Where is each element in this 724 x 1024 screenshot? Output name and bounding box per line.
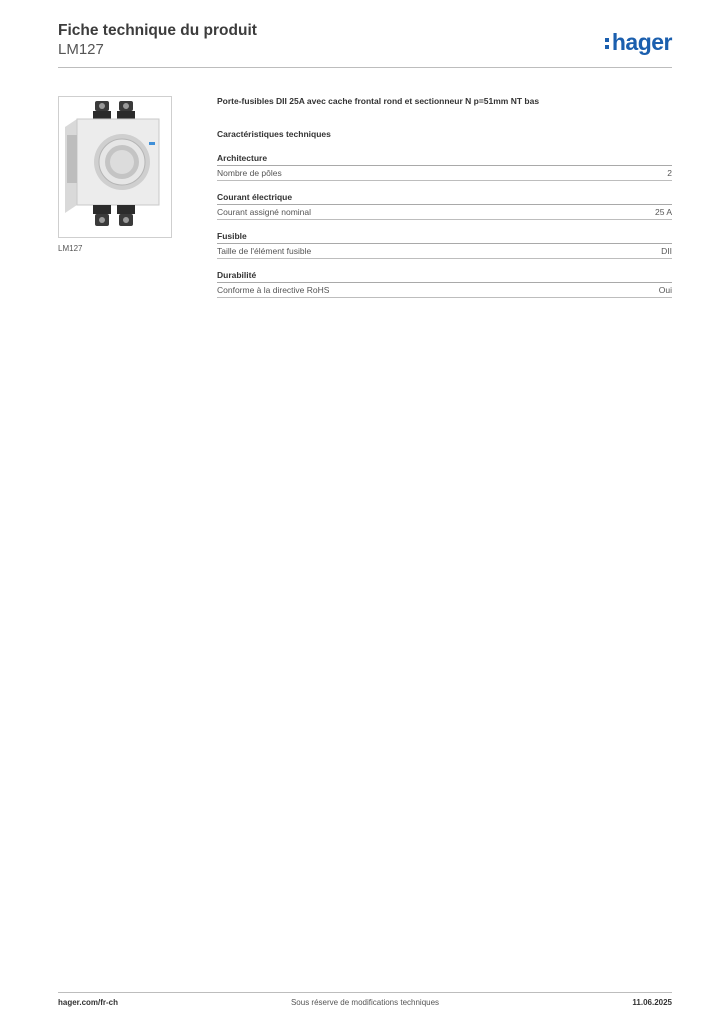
spec-row bbox=[217, 283, 672, 298]
hager-logo: hager bbox=[605, 30, 672, 54]
section-title: Fusible bbox=[217, 231, 672, 244]
product-details bbox=[217, 96, 672, 298]
section-courant-electrique bbox=[217, 192, 672, 220]
spec-value: DII bbox=[661, 246, 672, 256]
product-reference: LM127 bbox=[58, 41, 104, 58]
image-caption: LM127 bbox=[58, 244, 83, 253]
spec-row bbox=[217, 166, 672, 181]
spec-value: 2 bbox=[667, 168, 672, 178]
logo-colon-icon bbox=[605, 35, 610, 51]
fuse-holder-illustration bbox=[59, 97, 171, 237]
spec-value: Oui bbox=[658, 285, 672, 295]
spec-row bbox=[217, 244, 672, 259]
spec-value: 25 A bbox=[654, 207, 672, 217]
spec-label: Courant assigné nominal bbox=[217, 207, 312, 217]
page-header bbox=[58, 22, 672, 68]
section-title: Courant électrique bbox=[217, 192, 672, 205]
section-architecture bbox=[217, 153, 672, 181]
section-durabilite bbox=[217, 270, 672, 298]
section-title: Architecture bbox=[217, 153, 672, 166]
section-title: Durabilité bbox=[217, 270, 672, 283]
spec-label: Conforme à la directive RoHS bbox=[217, 285, 330, 295]
product-image bbox=[58, 96, 172, 238]
footer-date: 11.06.2025 bbox=[632, 998, 672, 1007]
page-footer bbox=[58, 998, 672, 1010]
characteristics-heading: Caractéristiques techniques bbox=[217, 129, 331, 139]
footer-website-link[interactable]: hager.com/fr-ch bbox=[58, 998, 119, 1007]
product-description: Porte-fusibles DII 25A avec cache frontal rond et sectionneur N p=51mm NT bas bbox=[217, 96, 540, 106]
spec-label: Nombre de pôles bbox=[217, 168, 282, 178]
page-title: Fiche technique du produit bbox=[58, 22, 257, 39]
header-divider bbox=[58, 67, 672, 68]
footer-divider bbox=[58, 992, 672, 993]
section-fusible bbox=[217, 231, 672, 259]
spec-row bbox=[217, 205, 672, 220]
spec-label: Taille de l'élément fusible bbox=[217, 246, 312, 256]
footer-notice: Sous réserve de modifications techniques bbox=[290, 998, 440, 1007]
